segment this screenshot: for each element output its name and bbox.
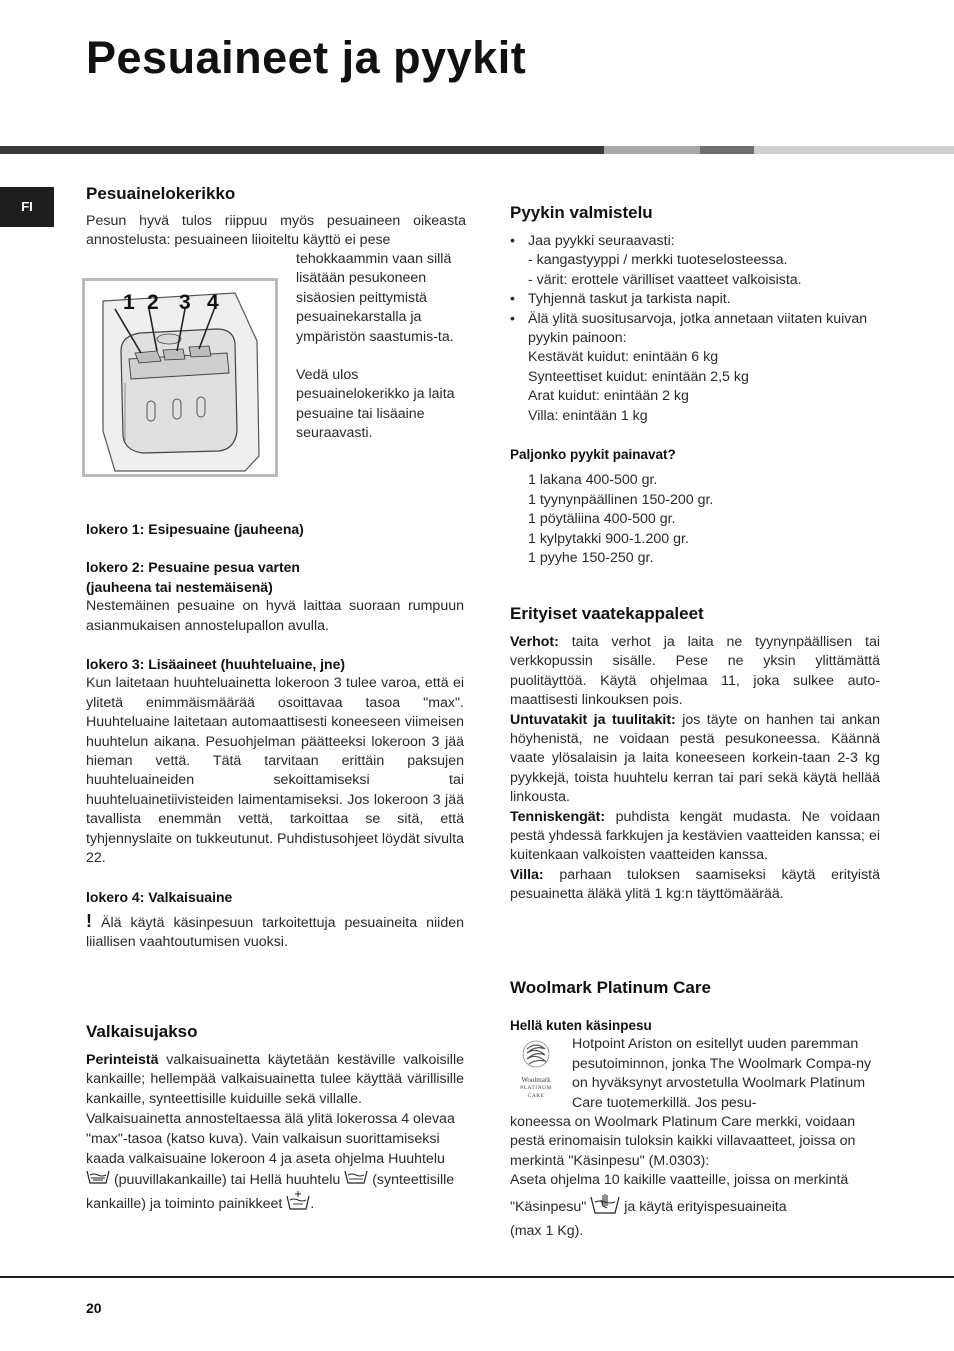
- intro-text: Pesun hyvä tulos riippuu myös pesuaineen oikeasta annostelusta: pesuaineen liioiteltu käyttö ei pese: [86, 213, 466, 249]
- page-number: 20: [86, 1300, 102, 1316]
- compartments-section: [86, 520, 464, 953]
- woolmark-text-3: Aseta ohjelma 10 kaikille vaatteille, joissa on merkintä: [510, 1172, 849, 1189]
- weights-list: [510, 471, 890, 568]
- list-item: 1 kylpytakki 900-1.200 gr.: [528, 530, 689, 547]
- list-item: 1 lakana 400-500 gr.: [528, 472, 658, 489]
- woolmark-logo-text: [510, 1076, 562, 1100]
- bleach-section: [86, 1021, 464, 1217]
- woolmark-body: [510, 1035, 888, 1241]
- prep-item-1: Jaa pyykki seuraavasti:: [528, 233, 675, 249]
- wool-text: [510, 866, 880, 905]
- figure-number-1: 1: [123, 291, 135, 314]
- weight-limit-1: Kestävät kuidut: enintään 6 kg: [528, 349, 719, 366]
- warning-icon: !: [86, 910, 92, 931]
- drawer-illustration: [85, 281, 275, 474]
- compartment-3-text: Kun laitetaan huuhteluainetta lokeroon 3 tulee varoa, että ei ylitetä enimmäismäärää osoittavaa tasoa "max". Huuhteluaine laitetaan automaattisesti koneeseen viimeisen huuhtelun aikana. Pesuohjelman päätteeksi lokeroon 3 jää hieman vettä. Tätä tarvitaan erittäin paksujen huuhteluaineiden sekoittamiseksi tai huuhteluainetiivisteiden laimentamiseksi. Jos lokeroon 3 jää tavallista enemmän vettä, tarkoittaa se sitä, että tyhjennyslaite on tukkeutunut. Puhdistusohjeet löydät sivulta 22.: [86, 675, 464, 867]
- bleach-text-3: (puuvillakankaille) tai Hellä huuhtelu: [110, 1171, 341, 1188]
- sneakers-text: [510, 808, 880, 866]
- weight-limit-2: Synteettiset kuidut: enintään 2,5 kg: [528, 368, 749, 385]
- page-title: Pesuaineet ja pyykit: [86, 32, 527, 83]
- compartment-4-label: lokero 4: Valkaisuaine: [86, 888, 233, 905]
- woolmark-text-1: Hotpoint Ariston on esitellyt uuden paremman pesutoiminnon, jonka The Woolmark Compa-ny on hyväksynyt arvostetulla Woolmark Platinum Care tuotemerkillä. Jos pesu-: [572, 1036, 872, 1111]
- woolmark-text-2: koneessa on Woolmark Platinum Care merkki, voidaan pestä erinomaisin tuloksin kaikki villavaatteet, joissa on merkintä "Käsinpesu" (M.0303):: [510, 1114, 856, 1169]
- down-jackets-text: [510, 711, 880, 808]
- header-bar-dark-segment: [700, 146, 754, 154]
- special-garments-section: [510, 603, 880, 905]
- language-tab: FI: [0, 187, 54, 227]
- handwash-icon: [590, 1194, 620, 1220]
- side-text-2: Vedä ulos pesuainelokerikko ja laita pesuaine tai lisäaine seuraavasti.: [296, 367, 455, 442]
- woolmark-subheading: Hellä kuten käsinpesu: [510, 1018, 652, 1033]
- weights-heading: Paljonko pyykit painavat?: [510, 447, 676, 463]
- button-icon: [286, 1191, 310, 1217]
- prep-item-3: Älä ylitä suositusarvoja, jotka annetaan viitaten kuivan pyykin painoon:: [528, 310, 868, 347]
- list-item: [510, 310, 890, 426]
- section-heading: Valkaisujakso: [86, 1022, 198, 1041]
- header-bar-light: [754, 146, 954, 154]
- prep-item-2: Tyhjennä taskut ja tarkista napit.: [528, 291, 731, 308]
- gentle-rinse-icon: [344, 1169, 368, 1191]
- section-heading: Woolmark Platinum Care: [510, 978, 711, 997]
- warning-text: Älä käytä käsinpesuun tarkoitettuja pesuaineita niiden liiallisen vaahtoutumisen vuoksi.: [86, 914, 464, 951]
- detergent-drawer-figure: [82, 278, 278, 477]
- laundry-prep-section: [510, 202, 890, 569]
- handwash-text: ja käytä erityispesuaineita: [620, 1198, 787, 1215]
- rinse-icon: [86, 1169, 110, 1191]
- bleach-text-2-body: Valkaisuainetta annosteltaessa älä ylitä lokerossa 4 olevaa "max"-tasoa (katso kuva). Vain valkaisun suorittamiseksi kaada valkaisuaine lokeroon 4 ja aseta ohjelma Huuhtelu: [86, 1111, 455, 1168]
- side-text-1: tehokkaammin vaan sillä lisätään pesukoneen sisäosien peittymistä pesuainekarstalla ja ympäristön saastumis-ta.: [296, 251, 454, 345]
- bleach-text-4: (synteettisille kankaille) ja toiminto painikkeet: [86, 1171, 455, 1212]
- woolmark-logo: [510, 1039, 562, 1099]
- compartment-2-label-line2: (jauheena tai nestemäisenä): [86, 578, 273, 595]
- woolmark-text-6: (max 1 Kg).: [510, 1223, 584, 1240]
- figure-number-3: 3: [179, 291, 191, 314]
- figure-number-4: 4: [207, 291, 219, 314]
- detergent-drawer-section: [86, 183, 466, 251]
- bleach-text-1-body: valkaisuainetta käytetään kestäville valkoisille kankaille; hellempää valkaisuainetta tulee käyttää värillisille kankaille, synteettisille kuiduille sekä villalle.: [86, 1052, 464, 1107]
- wool-body: parhaan tuloksen saamiseksi käytä erityistä pesuainetta äläkä ylitä 1 kg:n täyttömäärää.: [510, 866, 880, 903]
- bleach-text-2: [86, 1109, 464, 1217]
- header-bar-dark: [0, 146, 604, 154]
- compartment-3-label: lokero 3: Lisäaineet (huuhteluaine, jne): [86, 656, 346, 673]
- list-item: [510, 290, 890, 309]
- curtains-text: [510, 633, 880, 711]
- section-heading: Erityiset vaatekappaleet: [510, 604, 704, 623]
- weight-limit-4: Villa: enintään 1 kg: [528, 407, 648, 424]
- curtains-label: Verhot:: [510, 634, 559, 650]
- section-heading: Pesuainelokerikko: [86, 184, 236, 203]
- sneakers-body: puhdista kengät mudasta. Ne voidaan pestä yhdessä farkkujen ja kestävien vaatteiden kanssa; ei kuitenkaan valkoisten vaatteiden kanssa.: [510, 808, 880, 864]
- side-text-block: [296, 250, 466, 444]
- list-item: 1 pöytäliina 400-500 gr.: [528, 511, 676, 528]
- list-item: 1 pyyhe 150-250 gr.: [528, 550, 654, 567]
- woolmark-text-4: [510, 1194, 888, 1220]
- logo-word-1: Woolmark: [521, 1075, 551, 1084]
- down-label: Untuvatakit ja tuulitakit:: [510, 711, 676, 728]
- logo-word-3: CARE: [527, 1092, 545, 1099]
- list-item: [510, 232, 890, 290]
- figure-number-2: 2: [147, 291, 159, 314]
- compartment-1-label: lokero 1: Esipesuaine (jauheena): [86, 521, 304, 537]
- header-bar-mid: [604, 146, 700, 154]
- compartment-2-label: lokero 2: Pesuaine pesua varten: [86, 559, 300, 576]
- wool-label: Villa:: [510, 866, 544, 883]
- handwash-label: "Käsinpesu": [510, 1198, 587, 1215]
- bleach-text-1: [86, 1051, 464, 1109]
- sneakers-label: Tenniskengät:: [510, 808, 606, 825]
- prep-list: [510, 232, 890, 426]
- woolmark-logo-icon: [521, 1039, 551, 1069]
- warning-paragraph: [86, 912, 464, 953]
- down-body: jos täyte on hanhen tai ankan höyhenistä, ne voidaan pestä pesukoneessa. Käännä vaate ylösalaisin ja laita koneeseen korkein-taan 2-3 kg pyykkejä, toista huuhtelu kerran tai pari sekä käytä hellää linkousta.: [510, 711, 880, 806]
- prep-sub-2: - värit: erottele värilliset vaatteet valkoisista.: [528, 271, 802, 288]
- footer-divider: [0, 1276, 954, 1278]
- section-heading: Pyykin valmistelu: [510, 203, 653, 222]
- prep-sub-1: - kangastyyppi / merkki tuoteselosteessa.: [528, 252, 788, 269]
- weight-limit-3: Arat kuidut: enintään 2 kg: [528, 388, 689, 405]
- woolmark-section: [510, 977, 888, 1241]
- bleach-lead: Perinteistä: [86, 1052, 159, 1068]
- logo-word-2: PLATINUM: [520, 1084, 552, 1091]
- curtains-body: taita verhot ja laita ne tyynynpäällisen tai verkkopussin sisälle. Pese ne yksin ylittämättä puolitäyttöä. Käytä ohjelmaa 11, joka sulkee auto-maattisesti linkouksen pois.: [510, 634, 880, 709]
- compartment-2-text: Nestemäinen pesuaine on hyvä laittaa suoraan rumpuun asianmukaisen annostelupallon avulla.: [86, 598, 464, 634]
- list-item: 1 tyynynpäällinen 150-200 gr.: [528, 491, 714, 508]
- bleach-text-5: .: [310, 1195, 315, 1212]
